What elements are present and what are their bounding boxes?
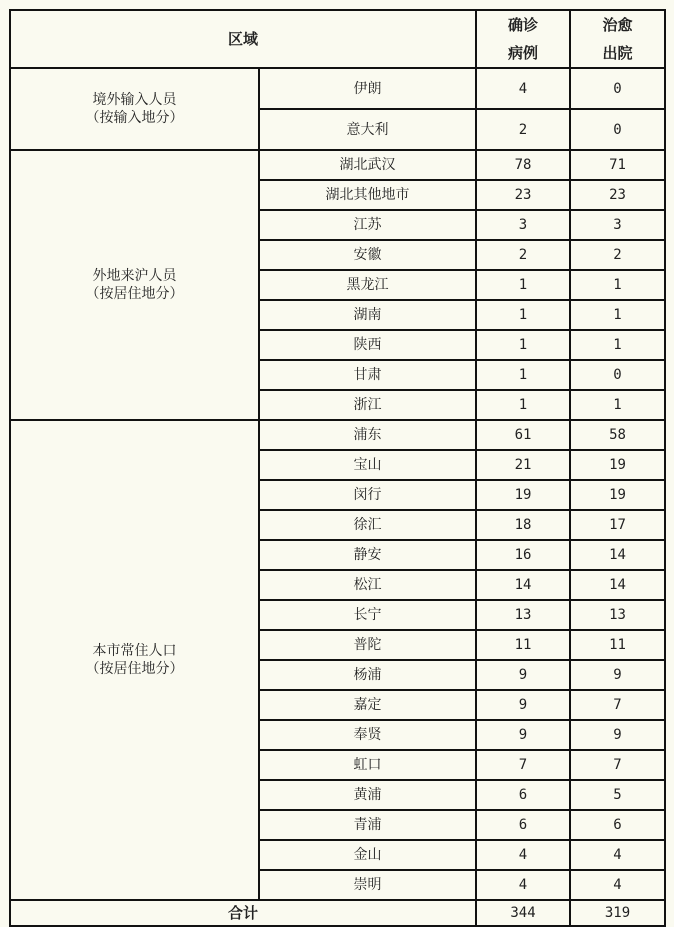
confirmed-cell: 78 bbox=[476, 150, 570, 180]
recovered-cell: 17 bbox=[570, 510, 665, 540]
confirmed-cell: 1 bbox=[476, 330, 570, 360]
confirmed-cell: 9 bbox=[476, 660, 570, 690]
group-label-title: 本市常住人口 bbox=[92, 643, 177, 659]
confirmed-cell: 4 bbox=[476, 870, 570, 900]
confirmed-cell: 9 bbox=[476, 690, 570, 720]
total-row bbox=[10, 900, 665, 926]
confirmed-cell: 19 bbox=[476, 480, 570, 510]
header-recovered bbox=[570, 10, 665, 68]
recovered-cell: 4 bbox=[570, 840, 665, 870]
area-cell: 江苏 bbox=[259, 210, 476, 240]
recovered-cell: 7 bbox=[570, 750, 665, 780]
confirmed-cell: 18 bbox=[476, 510, 570, 540]
confirmed-cell: 1 bbox=[476, 360, 570, 390]
recovered-cell: 23 bbox=[570, 180, 665, 210]
area-cell: 金山 bbox=[259, 840, 476, 870]
recovered-cell: 6 bbox=[570, 810, 665, 840]
table-row bbox=[10, 68, 665, 109]
recovered-cell: 1 bbox=[570, 300, 665, 330]
area-cell: 闵行 bbox=[259, 480, 476, 510]
confirmed-cell: 2 bbox=[476, 240, 570, 270]
area-cell: 青浦 bbox=[259, 810, 476, 840]
area-cell: 安徽 bbox=[259, 240, 476, 270]
area-cell: 伊朗 bbox=[259, 68, 476, 109]
total-confirmed: 344 bbox=[476, 900, 570, 926]
recovered-cell: 11 bbox=[570, 630, 665, 660]
recovered-cell: 9 bbox=[570, 720, 665, 750]
confirmed-cell: 21 bbox=[476, 450, 570, 480]
table-row bbox=[10, 420, 665, 450]
area-cell: 松江 bbox=[259, 570, 476, 600]
recovered-cell: 7 bbox=[570, 690, 665, 720]
area-cell: 意大利 bbox=[259, 109, 476, 150]
table-row bbox=[10, 150, 665, 180]
recovered-cell: 1 bbox=[570, 270, 665, 300]
confirmed-cell: 1 bbox=[476, 270, 570, 300]
recovered-cell: 5 bbox=[570, 780, 665, 810]
area-cell: 黄浦 bbox=[259, 780, 476, 810]
area-cell: 甘肃 bbox=[259, 360, 476, 390]
area-cell: 普陀 bbox=[259, 630, 476, 660]
area-cell: 湖北其他地市 bbox=[259, 180, 476, 210]
confirmed-cell: 7 bbox=[476, 750, 570, 780]
total-label: 合计 bbox=[10, 900, 476, 926]
recovered-cell: 1 bbox=[570, 390, 665, 420]
confirmed-cell: 11 bbox=[476, 630, 570, 660]
confirmed-cell: 6 bbox=[476, 780, 570, 810]
area-cell: 长宁 bbox=[259, 600, 476, 630]
confirmed-cell: 4 bbox=[476, 68, 570, 109]
group-label-note: （按输入地分） bbox=[85, 110, 184, 126]
total-recovered: 319 bbox=[570, 900, 665, 926]
recovered-cell: 58 bbox=[570, 420, 665, 450]
confirmed-cell: 6 bbox=[476, 810, 570, 840]
group-label bbox=[10, 420, 259, 900]
area-cell: 嘉定 bbox=[259, 690, 476, 720]
recovered-cell: 14 bbox=[570, 570, 665, 600]
group-label bbox=[10, 150, 259, 420]
area-cell: 浙江 bbox=[259, 390, 476, 420]
header-recovered-line1: 治愈 bbox=[602, 16, 633, 34]
group-label bbox=[10, 68, 259, 150]
recovered-cell: 1 bbox=[570, 330, 665, 360]
confirmed-cell: 16 bbox=[476, 540, 570, 570]
area-cell: 虹口 bbox=[259, 750, 476, 780]
group-label-title: 外地来沪人员 bbox=[92, 268, 177, 284]
area-cell: 湖南 bbox=[259, 300, 476, 330]
header-region: 区域 bbox=[10, 10, 476, 68]
recovered-cell: 0 bbox=[570, 360, 665, 390]
recovered-cell: 3 bbox=[570, 210, 665, 240]
confirmed-cell: 3 bbox=[476, 210, 570, 240]
recovered-cell: 71 bbox=[570, 150, 665, 180]
confirmed-cell: 1 bbox=[476, 300, 570, 330]
recovered-cell: 19 bbox=[570, 480, 665, 510]
confirmed-cell: 2 bbox=[476, 109, 570, 150]
confirmed-cell: 1 bbox=[476, 390, 570, 420]
area-cell: 杨浦 bbox=[259, 660, 476, 690]
header-confirmed-line1: 确诊 bbox=[508, 16, 539, 34]
confirmed-cell: 23 bbox=[476, 180, 570, 210]
recovered-cell: 2 bbox=[570, 240, 665, 270]
area-cell: 崇明 bbox=[259, 870, 476, 900]
area-cell: 静安 bbox=[259, 540, 476, 570]
header-recovered-line2: 出院 bbox=[602, 44, 633, 62]
recovered-cell: 19 bbox=[570, 450, 665, 480]
table-body bbox=[10, 68, 665, 900]
confirmed-cell: 4 bbox=[476, 840, 570, 870]
confirmed-cell: 13 bbox=[476, 600, 570, 630]
case-statistics-table bbox=[9, 9, 666, 927]
area-cell: 黑龙江 bbox=[259, 270, 476, 300]
group-label-title: 境外输入人员 bbox=[92, 92, 177, 108]
confirmed-cell: 9 bbox=[476, 720, 570, 750]
area-cell: 徐汇 bbox=[259, 510, 476, 540]
area-cell: 宝山 bbox=[259, 450, 476, 480]
area-cell: 奉贤 bbox=[259, 720, 476, 750]
group-label-note: （按居住地分） bbox=[85, 286, 184, 302]
area-cell: 浦东 bbox=[259, 420, 476, 450]
confirmed-cell: 61 bbox=[476, 420, 570, 450]
recovered-cell: 14 bbox=[570, 540, 665, 570]
recovered-cell: 9 bbox=[570, 660, 665, 690]
recovered-cell: 13 bbox=[570, 600, 665, 630]
area-cell: 陕西 bbox=[259, 330, 476, 360]
recovered-cell: 4 bbox=[570, 870, 665, 900]
recovered-cell: 0 bbox=[570, 68, 665, 109]
group-label-note: （按居住地分） bbox=[85, 661, 184, 677]
header-confirmed-line2: 病例 bbox=[508, 44, 539, 62]
confirmed-cell: 14 bbox=[476, 570, 570, 600]
header-confirmed bbox=[476, 10, 570, 68]
area-cell: 湖北武汉 bbox=[259, 150, 476, 180]
table-header-row bbox=[10, 10, 665, 68]
recovered-cell: 0 bbox=[570, 109, 665, 150]
